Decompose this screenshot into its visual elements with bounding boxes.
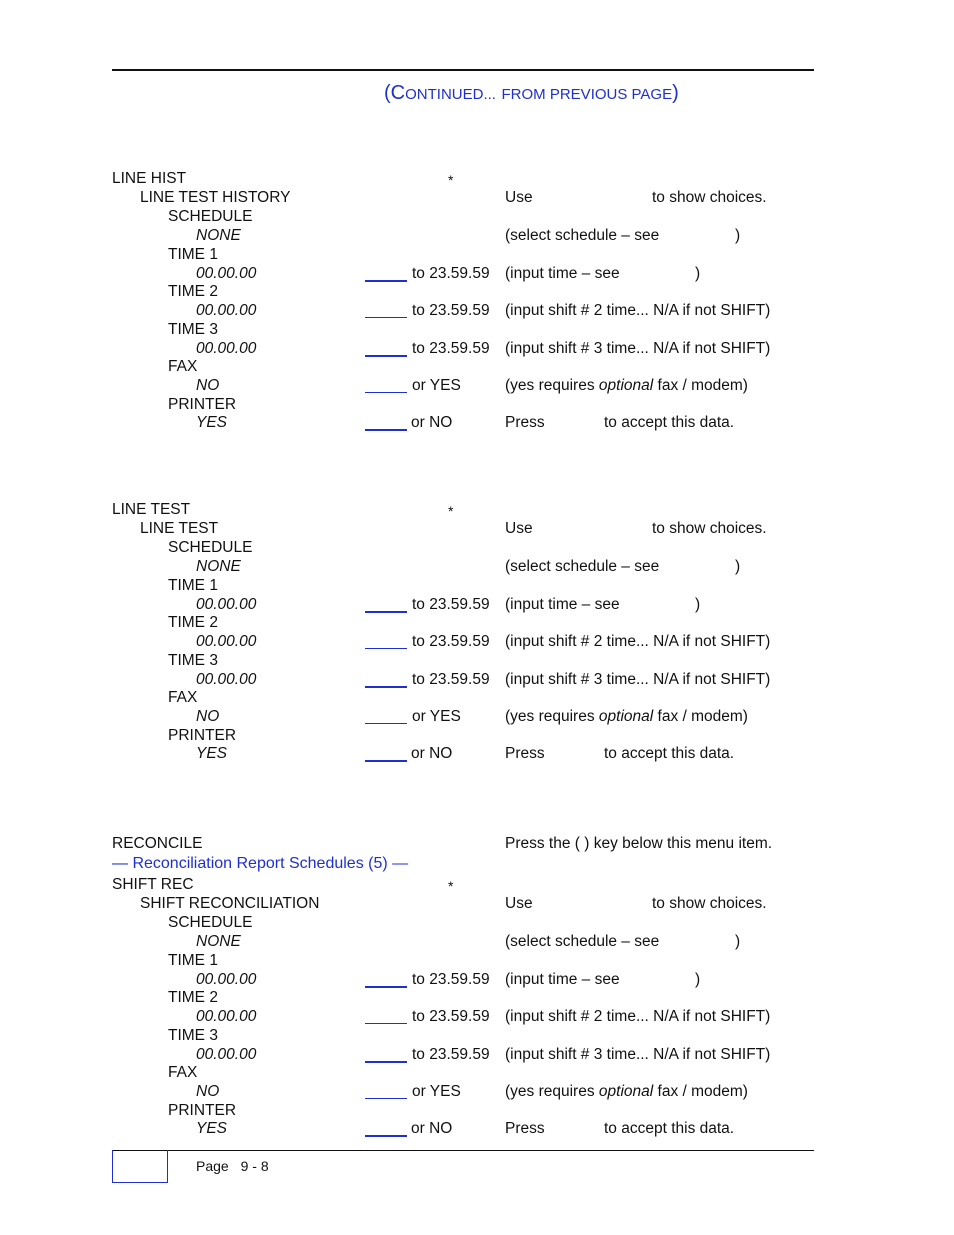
time3-label: TIME 3: [168, 321, 218, 338]
fax-value[interactable]: NO: [196, 1083, 220, 1100]
accept-text: to accept this data.: [604, 414, 735, 431]
time2-label: TIME 2: [168, 283, 218, 300]
press-text: Press: [505, 745, 545, 762]
continued-heading: (CONTINUED... FROM PREVIOUS PAGE): [384, 82, 679, 104]
schedule-note: (select schedule – see: [505, 227, 660, 244]
time1-note-close: ): [695, 596, 701, 613]
entry-blank[interactable]: [365, 1098, 407, 1099]
time3-range: to 23.59.59: [412, 340, 490, 357]
time2-range: to 23.59.59: [412, 302, 490, 319]
time2-value[interactable]: 00.00.00: [196, 633, 257, 650]
printer-value[interactable]: YES: [196, 745, 228, 762]
reconcile-note: Press the ( ) key below this menu item.: [505, 835, 773, 852]
entry-blank[interactable]: [365, 392, 407, 393]
time3-range: to 23.59.59: [412, 671, 490, 688]
reconciliation-schedules-link[interactable]: — Reconciliation Report Schedules (5) —: [112, 855, 409, 872]
time1-note-close: ): [695, 265, 701, 282]
time2-value[interactable]: 00.00.00: [196, 302, 257, 319]
press-text: Press: [505, 414, 545, 431]
entry-blank[interactable]: [365, 760, 407, 762]
entry-blank[interactable]: [365, 648, 407, 649]
menu-label: SHIFT REC: [112, 876, 194, 893]
press-text: Press: [505, 1120, 545, 1137]
schedule-note: (select schedule – see: [505, 558, 660, 575]
fax-note: (yes requires optional fax / modem): [505, 708, 748, 725]
asterisk-marker: *: [448, 878, 454, 894]
entry-blank[interactable]: [365, 723, 407, 724]
fax-value[interactable]: NO: [196, 377, 220, 394]
entry-blank[interactable]: [365, 355, 407, 357]
function-title: LINE TEST HISTORY: [140, 189, 291, 206]
schedule-label: SCHEDULE: [168, 914, 253, 931]
time1-note-close: ): [695, 971, 701, 988]
entry-blank[interactable]: [365, 611, 407, 613]
use-text: Use: [505, 520, 533, 537]
schedule-note-close: ): [735, 933, 741, 950]
schedule-note-close: ): [735, 227, 741, 244]
time3-range: to 23.59.59: [412, 1046, 490, 1063]
show-choices-text: to show choices.: [652, 895, 767, 912]
time3-label: TIME 3: [168, 652, 218, 669]
time3-value[interactable]: 00.00.00: [196, 1046, 257, 1063]
time2-note: (input shift # 2 time... N/A if not SHIFT): [505, 633, 771, 650]
time1-value[interactable]: 00.00.00: [196, 971, 257, 988]
fax-alt: or YES: [412, 377, 461, 394]
time3-note: (input shift # 3 time... N/A if not SHIFT): [505, 340, 771, 357]
time1-value[interactable]: 00.00.00: [196, 596, 257, 613]
fax-label: FAX: [168, 689, 198, 706]
time1-value[interactable]: 00.00.00: [196, 265, 257, 282]
time1-label: TIME 1: [168, 246, 218, 263]
schedule-note-close: ): [735, 558, 741, 575]
printer-alt: or NO: [411, 414, 453, 431]
time1-note: (input time – see: [505, 971, 620, 988]
time2-label: TIME 2: [168, 989, 218, 1006]
accept-text: to accept this data.: [604, 745, 735, 762]
time2-range: to 23.59.59: [412, 633, 490, 650]
schedule-value[interactable]: NONE: [196, 558, 241, 575]
time1-range: to 23.59.59: [412, 971, 490, 988]
fax-alt: or YES: [412, 1083, 461, 1100]
entry-blank[interactable]: [365, 317, 407, 318]
accept-text: to accept this data.: [604, 1120, 735, 1137]
printer-alt: or NO: [411, 745, 453, 762]
top-rule: [112, 69, 814, 71]
time2-label: TIME 2: [168, 614, 218, 631]
fax-note: (yes requires optional fax / modem): [505, 1083, 748, 1100]
schedule-label: SCHEDULE: [168, 208, 253, 225]
time1-label: TIME 1: [168, 952, 218, 969]
time3-value[interactable]: 00.00.00: [196, 671, 257, 688]
menu-label: LINE TEST: [112, 501, 191, 518]
fax-alt: or YES: [412, 708, 461, 725]
function-title: SHIFT RECONCILIATION: [140, 895, 320, 912]
entry-blank[interactable]: [365, 280, 407, 282]
entry-blank[interactable]: [365, 686, 407, 688]
time1-note: (input time – see: [505, 265, 620, 282]
time1-note: (input time – see: [505, 596, 620, 613]
use-text: Use: [505, 895, 533, 912]
show-choices-text: to show choices.: [652, 520, 767, 537]
page-number: Page 9 - 8: [196, 1158, 269, 1174]
time1-label: TIME 1: [168, 577, 218, 594]
schedule-value[interactable]: NONE: [196, 227, 241, 244]
printer-label: PRINTER: [168, 396, 237, 413]
fax-label: FAX: [168, 358, 198, 375]
time3-label: TIME 3: [168, 1027, 218, 1044]
menu-label: LINE HIST: [112, 170, 187, 187]
entry-blank[interactable]: [365, 1135, 407, 1137]
time3-value[interactable]: 00.00.00: [196, 340, 257, 357]
time3-note: (input shift # 3 time... N/A if not SHIFT): [505, 1046, 771, 1063]
time2-note: (input shift # 2 time... N/A if not SHIFT): [505, 1008, 771, 1025]
time3-note: (input shift # 3 time... N/A if not SHIFT): [505, 671, 771, 688]
schedule-value[interactable]: NONE: [196, 933, 241, 950]
asterisk-marker: *: [448, 172, 454, 188]
chapter-tab-box: [112, 1150, 168, 1183]
use-text: Use: [505, 189, 533, 206]
printer-value[interactable]: YES: [196, 1120, 228, 1137]
entry-blank[interactable]: [365, 986, 407, 988]
fax-value[interactable]: NO: [196, 708, 220, 725]
printer-value[interactable]: YES: [196, 414, 228, 431]
bottom-rule: [112, 1150, 814, 1151]
printer-label: PRINTER: [168, 1102, 237, 1119]
show-choices-text: to show choices.: [652, 189, 767, 206]
printer-alt: or NO: [411, 1120, 453, 1137]
fax-note: (yes requires optional fax / modem): [505, 377, 748, 394]
printer-label: PRINTER: [168, 727, 237, 744]
fax-label: FAX: [168, 1064, 198, 1081]
function-title: LINE TEST: [140, 520, 219, 537]
entry-blank[interactable]: [365, 429, 407, 431]
time2-range: to 23.59.59: [412, 1008, 490, 1025]
time1-range: to 23.59.59: [412, 265, 490, 282]
time1-range: to 23.59.59: [412, 596, 490, 613]
time2-value[interactable]: 00.00.00: [196, 1008, 257, 1025]
reconcile-menu-label: RECONCILE: [112, 835, 203, 852]
schedule-note: (select schedule – see: [505, 933, 660, 950]
entry-blank[interactable]: [365, 1061, 407, 1063]
asterisk-marker: *: [448, 503, 454, 519]
entry-blank[interactable]: [365, 1023, 407, 1024]
schedule-label: SCHEDULE: [168, 539, 253, 556]
time2-note: (input shift # 2 time... N/A if not SHIFT): [505, 302, 771, 319]
